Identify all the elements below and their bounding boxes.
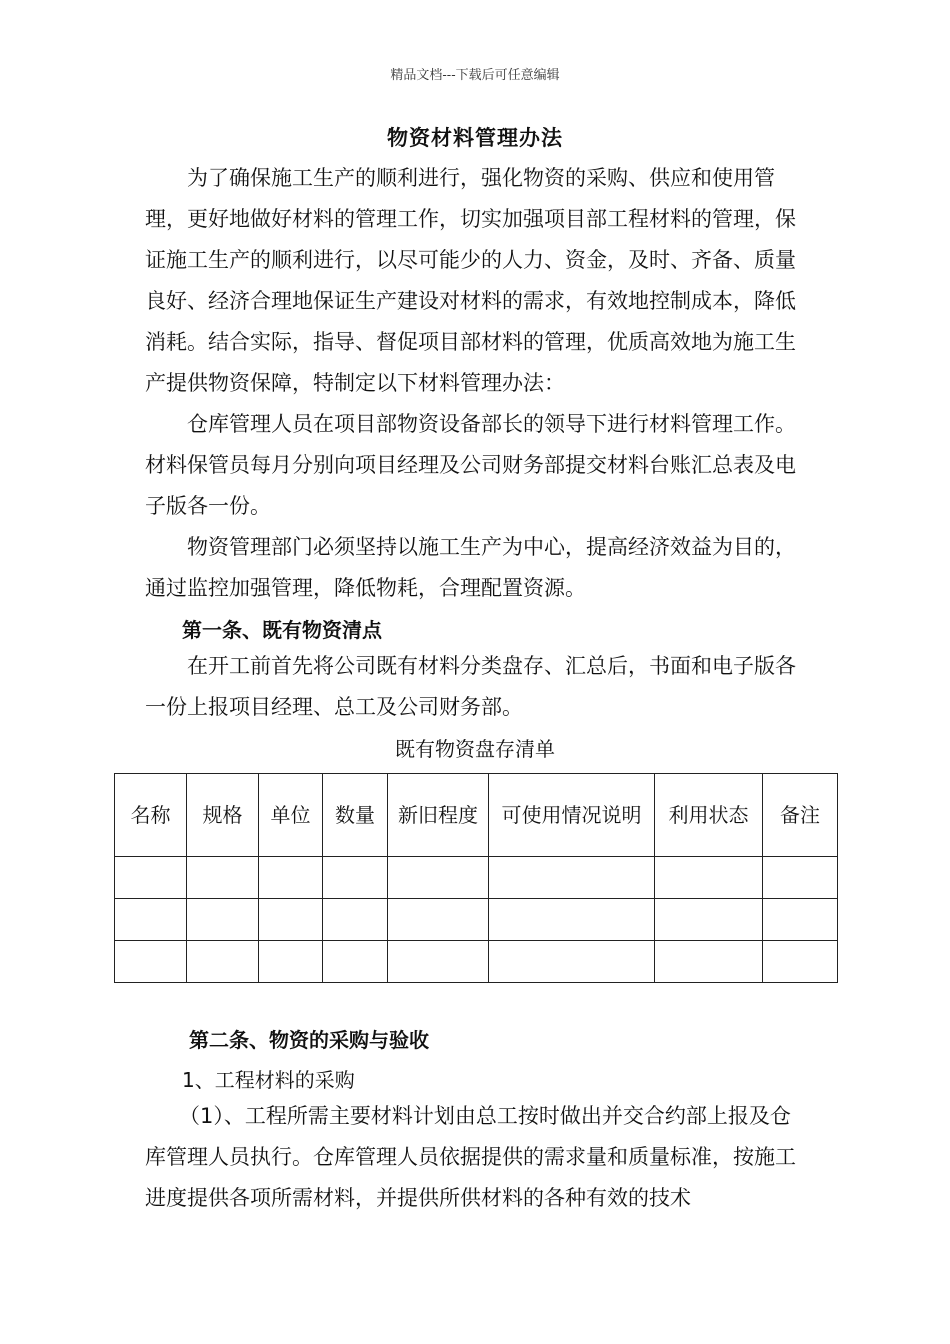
table-cell (259, 857, 323, 899)
header-quantity: 数量 (323, 774, 388, 857)
table-cell (489, 899, 655, 941)
header-spec: 规格 (187, 774, 259, 857)
table-cell (187, 899, 259, 941)
procurement-paragraph: （1）、工程所需主要材料计划由总工按时做出并交合约部上报及仓库管理人员执行。仓库管理人员依据提供的需求量和质量标准，按施工进度提供各项所需材料，并提供所供材料的各种有效的技术 (145, 1104, 796, 1210)
header-status: 利用状态 (655, 774, 763, 857)
table-cell (489, 857, 655, 899)
header-condition: 新旧程度 (388, 774, 489, 857)
article-1-heading: 第一条、既有物资清点 (182, 618, 382, 642)
table-cell (259, 899, 323, 941)
section-1-heading: 1、工程材料的采购 (182, 1068, 355, 1092)
header-usability: 可使用情况说明 (489, 774, 655, 857)
table-row (115, 899, 838, 941)
inventory-table (114, 773, 838, 983)
table-row (115, 857, 838, 899)
table-cell (323, 899, 388, 941)
table-cell (763, 899, 838, 941)
table-cell (388, 857, 489, 899)
table-cell (323, 941, 388, 983)
table-cell (115, 857, 187, 899)
principle-paragraph: 物资管理部门必须坚持以施工生产为中心，提高经济效益为目的，通过监控加强管理，降低物耗，合理配置资源。 (145, 535, 796, 600)
table-header-row (115, 774, 838, 857)
intro-paragraph: 为了确保施工生产的顺利进行，强化物资的采购、供应和使用管理，更好地做好材料的管理工作，切实加强项目部工程材料的管理，保证施工生产的顺利进行，以尽可能少的人力、资金，及时、齐备、质量良好、经济合理地保证生产建设对材料的需求，有效地控制成本，降低消耗。结合实际，指导、督促项目部材料的管理，优质高效地为施工生产提供物资保障，特制定以下材料管理办法： (145, 166, 796, 395)
header-remarks: 备注 (763, 774, 838, 857)
header-name: 名称 (115, 774, 187, 857)
article-2-heading: 第二条、物资的采购与验收 (189, 1028, 429, 1052)
document-title: 物资材料管理办法 (387, 126, 563, 150)
table-cell (489, 941, 655, 983)
table-cell (388, 899, 489, 941)
header-unit: 单位 (259, 774, 323, 857)
table-cell (388, 941, 489, 983)
table-cell (115, 899, 187, 941)
inventory-table-title: 既有物资盘存清单 (395, 737, 555, 761)
warehouse-paragraph: 仓库管理人员在项目部物资设备部长的领导下进行材料管理工作。材料保管员每月分别向项目经理及公司财务部提交材料台账汇总表及电子版各一份。 (145, 412, 796, 518)
table-cell (323, 857, 388, 899)
table-cell (187, 857, 259, 899)
table-cell (763, 857, 838, 899)
table-cell (187, 941, 259, 983)
table-cell (655, 899, 763, 941)
table-cell (115, 941, 187, 983)
table-row (115, 941, 838, 983)
inventory-paragraph: 在开工前首先将公司既有材料分类盘存、汇总后，书面和电子版各一份上报项目经理、总工及公司财务部。 (145, 654, 796, 719)
table-cell (259, 941, 323, 983)
table-cell (655, 941, 763, 983)
table-cell (763, 941, 838, 983)
table-cell (655, 857, 763, 899)
page-header-note: 精品文档---下载后可任意编辑 (390, 68, 560, 83)
